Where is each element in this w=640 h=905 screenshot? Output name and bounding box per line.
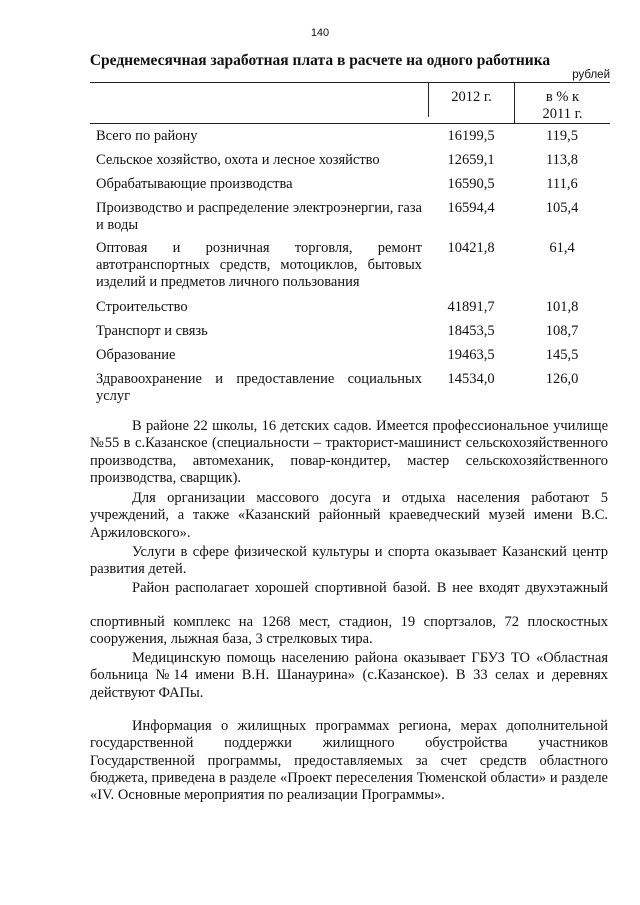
paragraph-sport-base-start: Район располагает хорошей спортивной базой. В нее входят двухэтажный [132, 580, 608, 596]
row-value-2012: 41891,7 [447, 299, 495, 315]
paragraph-schools: В районе 22 школы, 16 детских садов. Имеется профессиональное училище №55 в с.Казанское (специальности – тракторист-машинист сельскохозяйственного производства, автомеханик, повар-кондитер, мастер сельскохозяйственного производства, сварщик). [90, 418, 608, 486]
table-title: Среднемесячная заработная плата в расчете на одного работника [89, 52, 551, 69]
salary-table [90, 82, 610, 404]
row-name: Оптовая и розничная торговля, ремонт автотранспортных средств, мотоциклов, бытовых изделий и предметов личного пользования [96, 240, 422, 290]
table-header [90, 82, 610, 124]
row-value-2012: 10421,8 [447, 240, 495, 256]
row-value-percent: 61,4 [549, 240, 575, 256]
column-header-percent-line2: 2011 г. [542, 106, 583, 122]
row-value-2012: 14534,0 [447, 371, 495, 387]
row-value-2012: 19463,5 [447, 347, 495, 363]
page-number: 140 [310, 27, 330, 39]
row-name: Производство и распределение электроэнергии, газа и воды [96, 200, 422, 233]
row-value-percent: 113,8 [545, 152, 579, 168]
row-value-2012: 16590,5 [447, 176, 495, 192]
row-value-percent: 145,5 [545, 347, 579, 363]
column-header-percent-line1: в % к [545, 89, 580, 105]
row-value-percent: 119,5 [545, 128, 579, 144]
row-value-2012: 16199,5 [447, 128, 495, 144]
column-header-2012: 2012 г. [428, 83, 514, 117]
row-value-2012: 18453,5 [447, 323, 495, 339]
row-name: Всего по району [96, 128, 198, 144]
row-value-percent: 105,4 [545, 200, 579, 216]
row-value-percent: 126,0 [545, 371, 579, 387]
row-name: Образование [96, 347, 176, 363]
row-value-percent: 111,6 [546, 176, 578, 192]
row-value-2012: 12659,1 [447, 152, 495, 168]
unit-label: рублей [572, 69, 610, 81]
column-header-percent [514, 83, 610, 123]
row-name: Здравоохранение и предоставление социальных услуг [96, 371, 422, 404]
row-value-2012: 16594,4 [447, 200, 495, 216]
paragraph-sport-services: Услуги в сфере физической культуры и спорта оказывает Казанский центр развития детей. [90, 544, 608, 578]
row-value-percent: 108,7 [545, 323, 579, 339]
paragraph-sport-base-end: спортивный комплекс на 1268 мест, стадион, 19 спортзалов, 72 плоскостных сооружения, лыжная база, 3 стрелковых тира. [90, 614, 608, 648]
paragraph-housing-programs: Информация о жилищных программах региона, мерах дополнительной государственной поддержки жилищного обустройства участников Государственной программы, предоставляемых за счет средств областного бюджета, приведена в разделе «Проект переселения Тюменской области» и разделе «IV. Основные мероприятия по реализации Программы». [90, 718, 608, 804]
row-name: Сельское хозяйство, охота и лесное хозяйство [96, 152, 380, 168]
paragraph-culture: Для организации массового досуга и отдыха населения работают 5 учреждений, а также «Казанский районный краеведческий музей имени В.С. Аржиловского». [90, 490, 608, 541]
row-name: Строительство [96, 299, 188, 315]
paragraph-medical: Медицинскую помощь населению района оказывает ГБУЗ ТО «Областная больница №14 имени В.Н. Шанаурина» (с.Казанское). В 33 селах и деревнях действуют ФАПы. [90, 650, 608, 701]
row-name: Обрабатывающие производства [96, 176, 293, 192]
row-name: Транспорт и связь [96, 323, 208, 339]
row-value-percent: 101,8 [545, 299, 579, 315]
